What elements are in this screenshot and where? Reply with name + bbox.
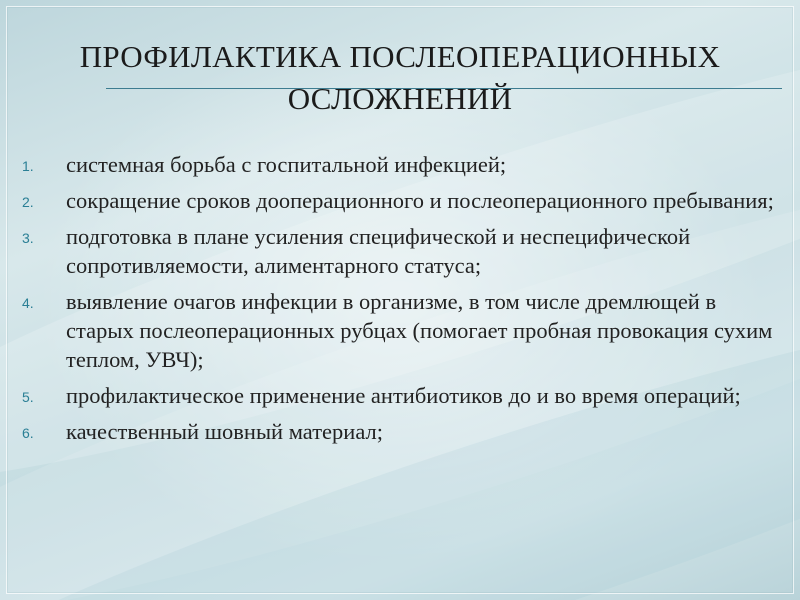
list-item-number: 5. <box>22 389 34 405</box>
bullet-list <box>0 150 780 453</box>
slide-title <box>20 36 780 120</box>
list-item-text: системная борьба с госпитальной инфекцией; <box>66 152 507 177</box>
list-item <box>0 381 780 410</box>
list-item <box>0 287 780 374</box>
list-item-number: 3. <box>22 230 34 246</box>
list-item <box>0 417 780 446</box>
title-underline <box>106 88 782 89</box>
list-item <box>0 186 780 215</box>
list-item-text: качественный шовный материал; <box>66 419 383 444</box>
list-item-number: 2. <box>22 194 34 210</box>
list-item <box>0 222 780 280</box>
list-item-text: профилактическое применение антибиотиков до и во время операций; <box>66 383 741 408</box>
slide-title-line-2: ОСЛОЖНЕНИЙ <box>287 81 513 116</box>
slide-title-line-1: ПРОФИЛАКТИКА ПОСЛЕОПЕРАЦИОННЫХ <box>79 39 721 74</box>
list-item-text: сокращение сроков дооперационного и послеоперационного пребывания; <box>66 188 774 213</box>
list-item-text: подготовка в плане усиления специфической и неспецифической сопротивляемости, алиментарного статуса; <box>66 224 691 278</box>
list-item-text: выявление очагов инфекции в организме, в том числе дремлющей в старых послеоперационных рубцах (помогает пробная провокация сухим теплом, УВЧ); <box>66 289 773 372</box>
list-item-number: 6. <box>22 425 34 441</box>
list-item-number: 1. <box>22 158 34 174</box>
list-item-number: 4. <box>22 295 34 311</box>
list-item <box>0 150 780 179</box>
